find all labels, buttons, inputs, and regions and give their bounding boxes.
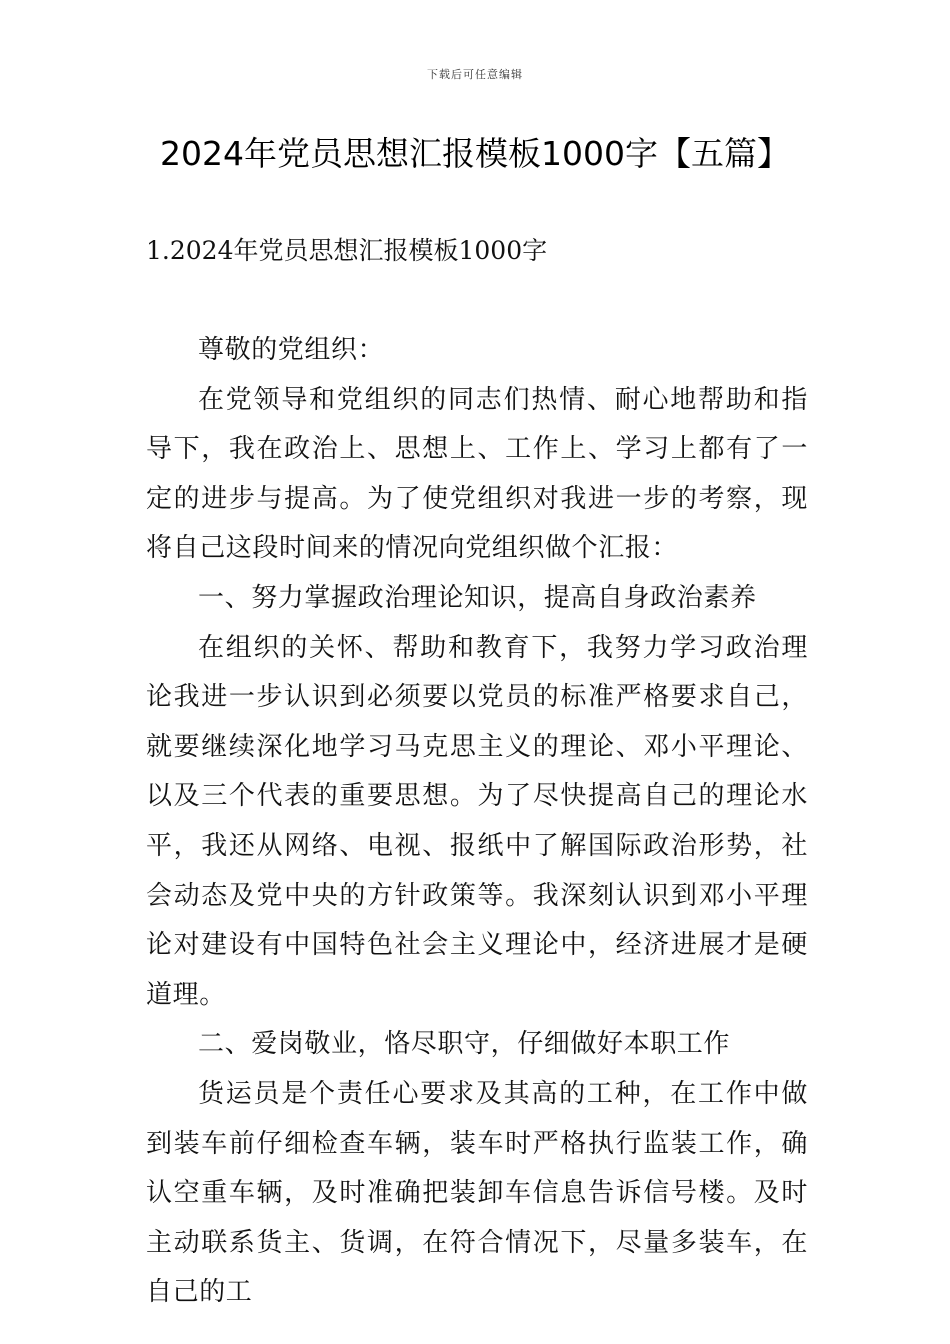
document-title: 2024年党员思想汇报模板1000字【五篇】 [160, 134, 790, 173]
salutation: 尊敬的党组织： [198, 335, 385, 365]
paragraph-theory: 在组织的关怀、帮助和教育下，我努力学习政治理论我进一步认识到必须要以党员的标准严格要求自己，就要继续深化地学习马克思主义的理论、邓小平理论、以及三个代表的重要思想。为了尽快提高自己的理论水平，我还从网络、电视、报纸中了解国际政治形势，社会动态及党中央的方针政策等。我深刻认识到邓小平理论对建设有中国特色社会主义理论中，经济进展才是硬道理。 [146, 632, 808, 1010]
section-heading: 1.2024年党员思想汇报模板1000字 [146, 236, 548, 265]
document-body [146, 326, 808, 1318]
paragraph-intro: 在党领导和党组织的同志们热情、耐心地帮助和指导下，我在政治上、思想上、工作上、学习上都有了一定的进步与提高。为了使党组织对我进一步的考察，现将自己这段时间来的情况向党组织做个汇报： [146, 384, 808, 564]
subheading-one: 一、努力掌握政治理论知识，提高自身政治素养 [198, 582, 757, 613]
paragraph-work: 货运员是个责任心要求及其高的工种，在工作中做到装车前仔细检查车辆，装车时严格执行监装工作，确认空重车辆，及时准确把装卸车信息告诉信号楼。及时主动联系货主、货调，在符合情况下，尽量多装车，在自己的工 [146, 1078, 808, 1308]
subheading-two: 二、爱岗敬业，恪尽职守，仔细做好本职工作 [198, 1029, 731, 1060]
header-note: 下载后可任意编辑 [427, 68, 523, 81]
